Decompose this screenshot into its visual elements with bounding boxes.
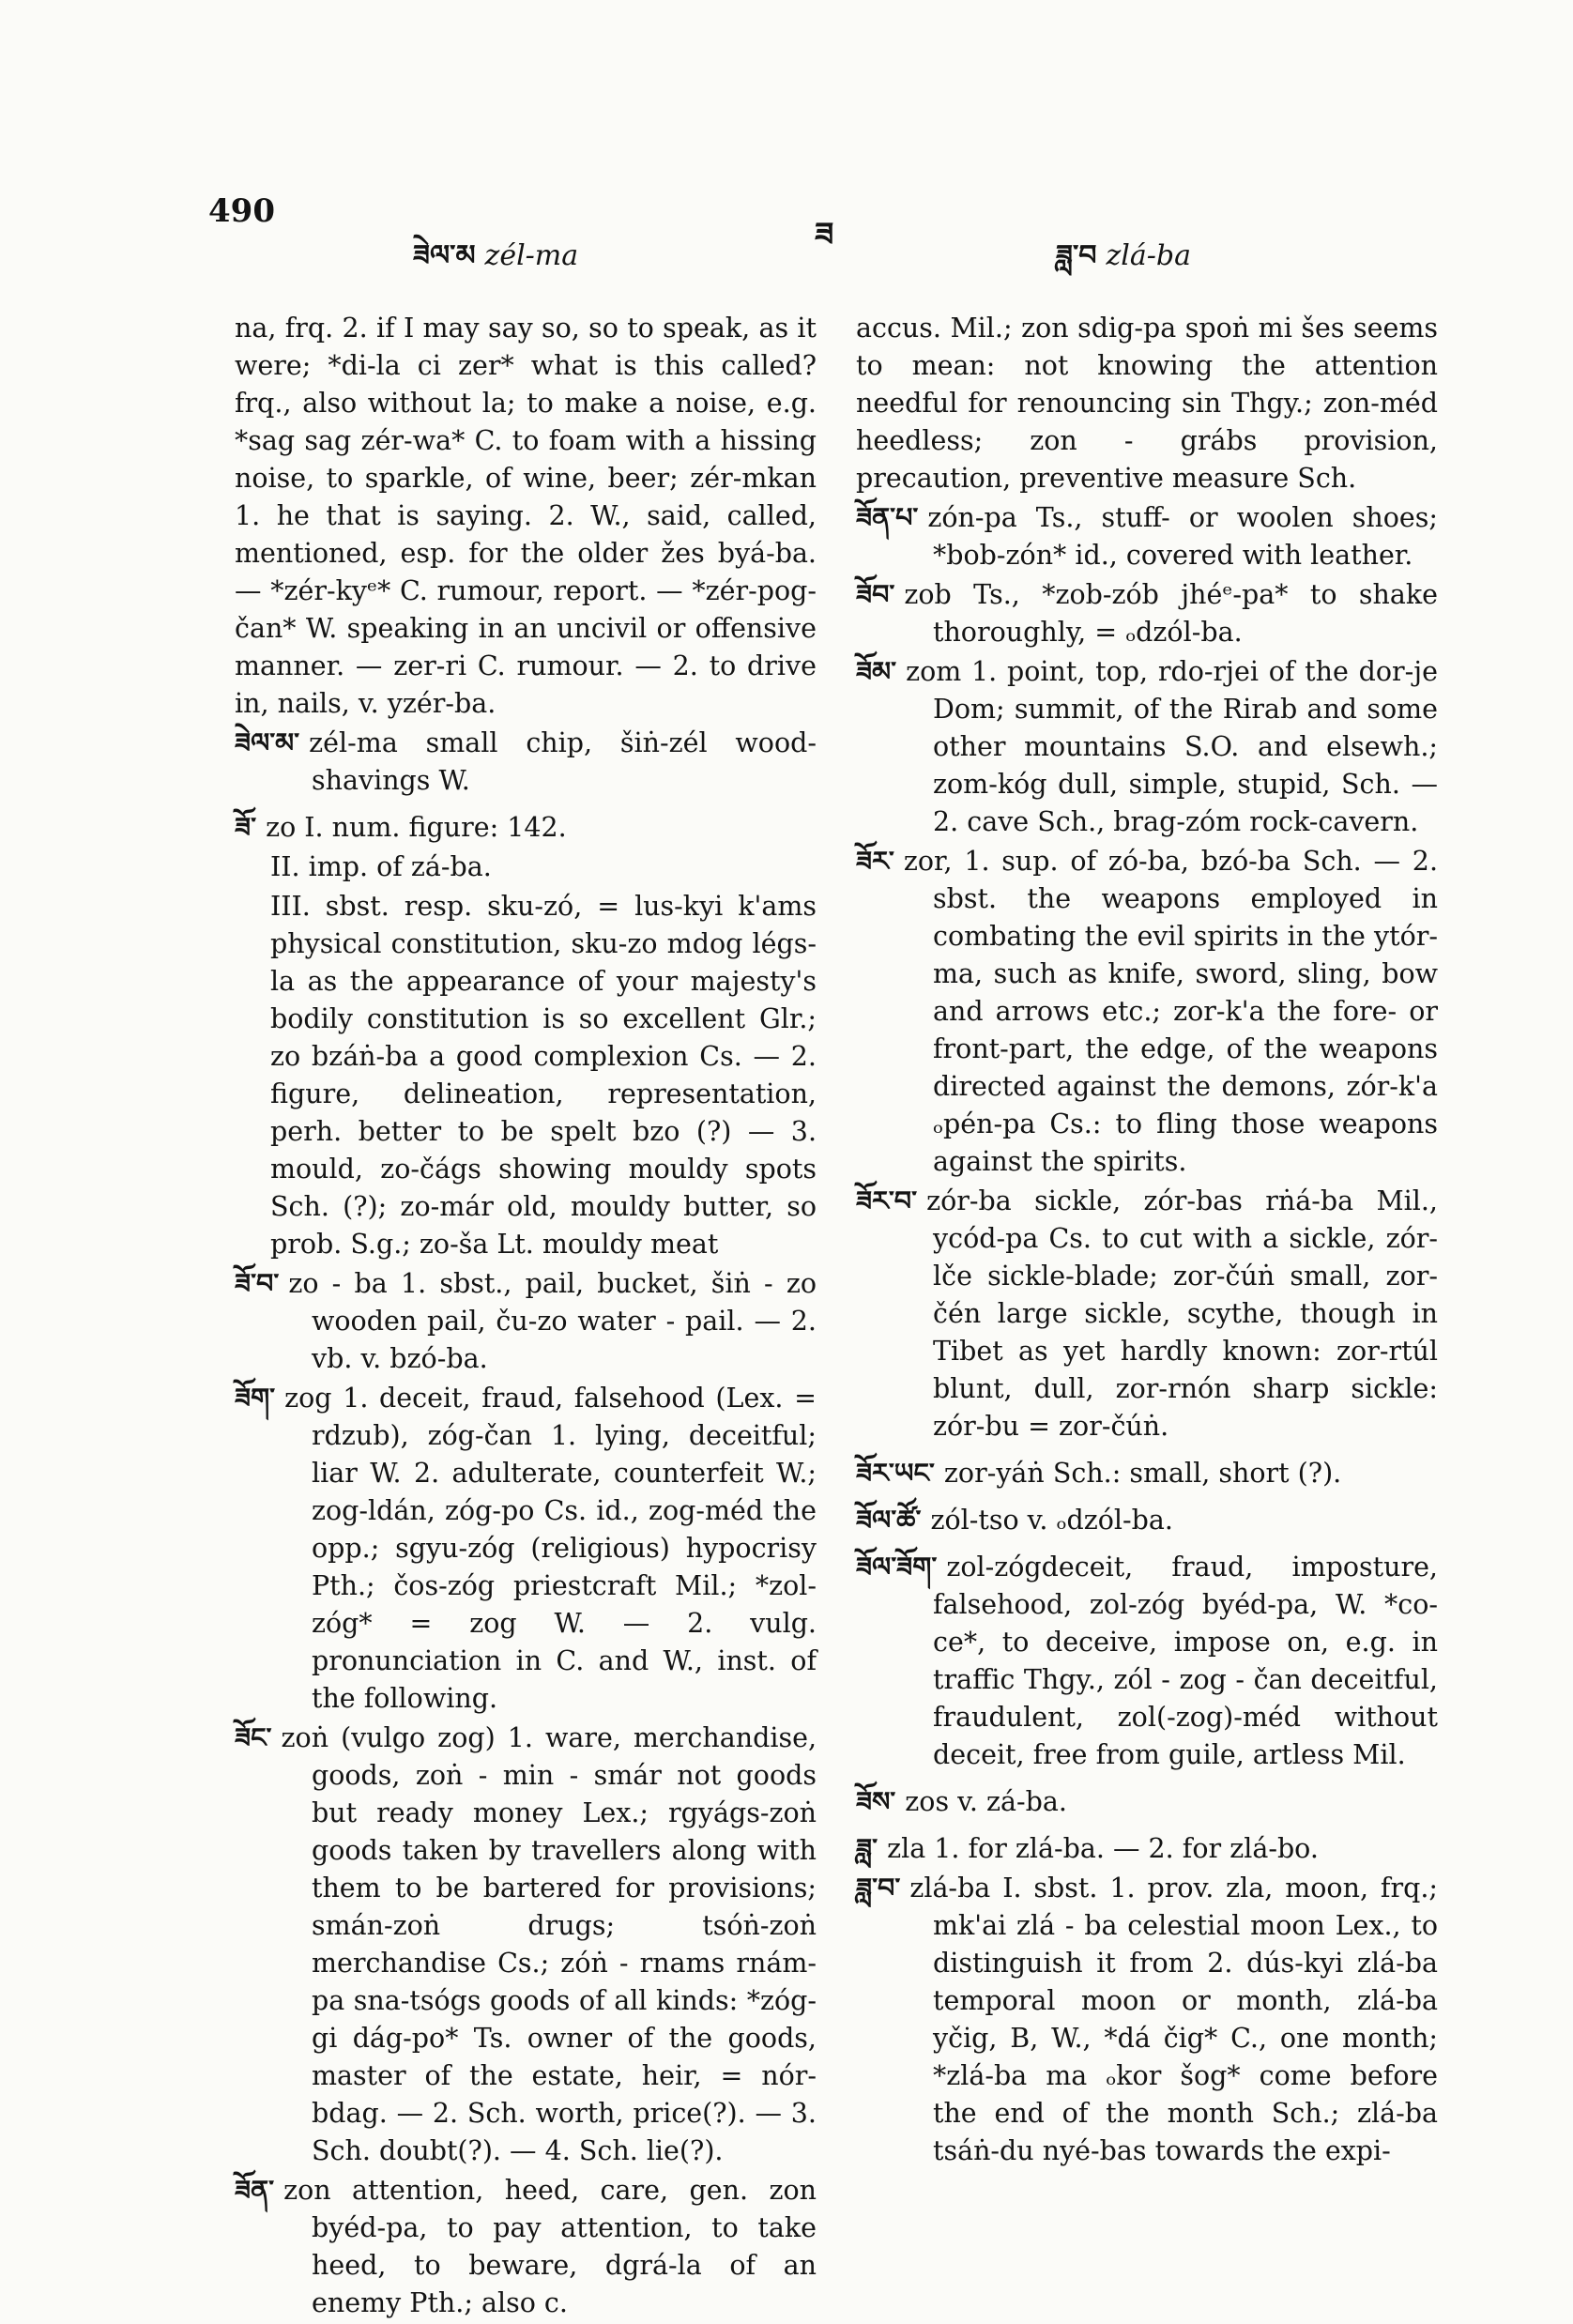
entry-zob: ཟོབ་ zob Ts., *zob-zób jhéᵉ-pa* to shake thoroughly, = ₒdzól-ba. xyxy=(856,579,1438,648)
left-headword-tibetan: ཟེལ་མ xyxy=(413,239,476,272)
entry-zla: ཟླ་ zla 1. for zlá-ba. — 2. for zlá-bo. xyxy=(856,1833,1319,1864)
right-running-headword xyxy=(1056,224,1191,303)
right-headword-text: zlá-ba xyxy=(1106,239,1192,272)
entry-zog: ཟོག་ zog 1. deceit, fraud, falsehood (Lex. = rdzub), zóg-čan 1. lying, deceitful; liar W. 2. adulterate, counterfeit W.; zog-ldán, zóg-po Cs. id., zog-méd the opp.; sgyu-zóg (religious) hypocrisy Pth.; čos-zóg priestcraft Mil.; *zol-zóg* = zog W. — 2. vulg. pronunciation in C. and W., inst. of the following. xyxy=(235,1383,817,1714)
entry-zo-sense-3: III. sbst. resp. sku-zó, = lus-kyi k'ams physical constitution, sku-zo mdog légs-la as the appearance of your majesty's bodily constitution is so excellent Glr.; zo bzáṅ-ba a good complexion Cs. — 2. figure, delineation, representation, perh. better to be spelt bzo (?) — 3. mould, zo-čágs showing mouldy spots Sch. (?); zo-már old, mouldy butter, so prob. S.g.; zo-ša Lt. mouldy meat xyxy=(270,891,817,1260)
entry-zel-ma: ཟེལ་མ་ zél-ma small chip, šiṅ-zél wood-shavings W. xyxy=(235,727,817,796)
section-letter: ཟ xyxy=(815,216,834,253)
entry-zor-ba: ཟོར་བ་ zór-ba sickle, zór-bas rṅá-ba Mil., ycód-pa Cs. to cut with a sickle, zór-lče sickle-blade; zor-čúṅ small, zor-čén large sickle, scythe, though in Tibet as yet hardly known: zor-rtúl blunt, dull, zor-rnón sharp sickle: zór-bu = zor-čúṅ. xyxy=(856,1185,1438,1442)
entry-zo-ba: ཟོ་བ་ zo - ba 1. sbst., pail, bucket, šiṅ - zo wooden pail, ču-zo water - pail. — 2. vb. v. bzó-ba. xyxy=(235,1268,817,1374)
entry-zol-zog: ཟོལ་ཟོག་ zol-zógdeceit, fraud, imposture, falsehood, zol-zóg byéd-pa, W. *co-ce*, to deceive, impose on, e.g. in traffic Thgy., zól - zog - čan deceitful, fraudulent, zol(-zog)-méd without deceit, free from guile, artless Mil. xyxy=(856,1552,1438,1770)
left-running-headword xyxy=(413,224,578,303)
entry-zon-attention: ཟོན་ zon attention, heed, care, gen. zon byéd-pa, to pay attention, to take heed, to beware, dgrá-la of an enemy Pth.; also c. xyxy=(235,2175,817,2318)
entry-zol-tso: ཟོལ་ཚོ་ zól-tso v. ₒdzól-ba. xyxy=(856,1505,1173,1536)
entry-zor-yan: ཟོར་ཡང་ zor-yáṅ Sch.: small, short (?). xyxy=(856,1458,1342,1489)
left-column xyxy=(235,310,817,2324)
entry-zom: ཟོམ་ zom 1. point, top, rdo-rjei of the dor-je Dom; summit, of the Rirab and some other mountains S.O. and elsewh.; zom-kóg dull, simple, stupid, Sch. — 2. cave Sch., brag-zóm rock-cavern. xyxy=(856,656,1438,837)
left-headword-text: zél-ma xyxy=(484,239,579,272)
entry-zon-ware: ཟོང་ zoṅ (vulgo zog) 1. ware, merchandise, goods, zoṅ - min - smár not goods but ready money Lex.; rgyágs-zoṅ goods taken by travellers along with them to be bartered for provisions; smán-zoṅ drugs; tsóṅ-zoṅ merchandise Cs.; zóṅ - rnams rnám-pa sna-tsógs goods of all kinds: *zóg-gi dág-po* Ts. owner of the goods, master of the estate, heir, = nór-bdag. — 2. Sch. worth, price(?). — 3. Sch. doubt(?). — 4. Sch. lie(?). xyxy=(235,1722,817,2166)
entry-zos: ཟོས་ zos v. zá-ba. xyxy=(856,1786,1067,1817)
right-column xyxy=(856,310,1438,2172)
page-number: 490 xyxy=(208,192,275,230)
entry-zon-pa: ཟོན་པ་ zón-pa Ts., stuff- or woolen shoes; *bob-zón* id., covered with leather. xyxy=(856,502,1438,571)
entry-zla-ba: ཟླ་བ་ zlá-ba I. sbst. 1. prov. zla, moon, frq.; mk'ai zlá - ba celestial moon Lex., to distinguish it from 2. dús-kyi zlá-ba temporal moon or month, zlá-ba yčig, B, W., *dá čig* C., one month; *zlá-ba ma ₒkor šog* come before the end of the month Sch.; zlá-ba tsáṅ-du nyé-bas towards the expi- xyxy=(856,1873,1438,2166)
entry-continuation: na, frq. 2. if I may say so, so to speak, as it were; *di-la ci zer* what is this called? frq., also without la; to make a noise, e.g. *sag sag zér-wa* C. to foam with a hissing noise, to sparkle, of wine, beer; zér-mkan 1. he that is saying. 2. W., said, called, mentioned, esp. for the older žes byá-ba. — *zér-kyᵉ* C. rumour, report. — *zér-pog-čan* W. speaking in an uncivil or offensive manner. — zer-ri C. rumour. — 2. to drive in, nails, v. yzér-ba. xyxy=(235,313,817,719)
right-headword-tibetan: ཟླ་བ xyxy=(1056,239,1097,272)
entry-continuation-right: accus. Mil.; zon sdig-pa spoṅ mi šes seems to mean: not knowing the attention needful for renouncing sin Thgy.; zon-méd heedless; zon - grábs provision, precaution, preventive measure Sch. xyxy=(856,313,1438,494)
entry-zo: ཟོ་ zo I. num. figure: 142. xyxy=(235,812,567,843)
entry-zor: ཟོར་ zor, 1. sup. of zó-ba, bzó-ba Sch. — 2. sbst. the weapons employed in combating the evil spirits in the ytór-ma, such as knife, sword, sling, bow and arrows etc.; zor-k'a the fore- or front-part, the edge, of the weapons directed against the demons, zór-k'a ₒpén-pa Cs.: to fling those weapons against the spirits. xyxy=(856,846,1438,1177)
page-header xyxy=(0,192,1573,272)
entry-zo-sense-2: II. imp. of zá-ba. xyxy=(270,851,492,882)
